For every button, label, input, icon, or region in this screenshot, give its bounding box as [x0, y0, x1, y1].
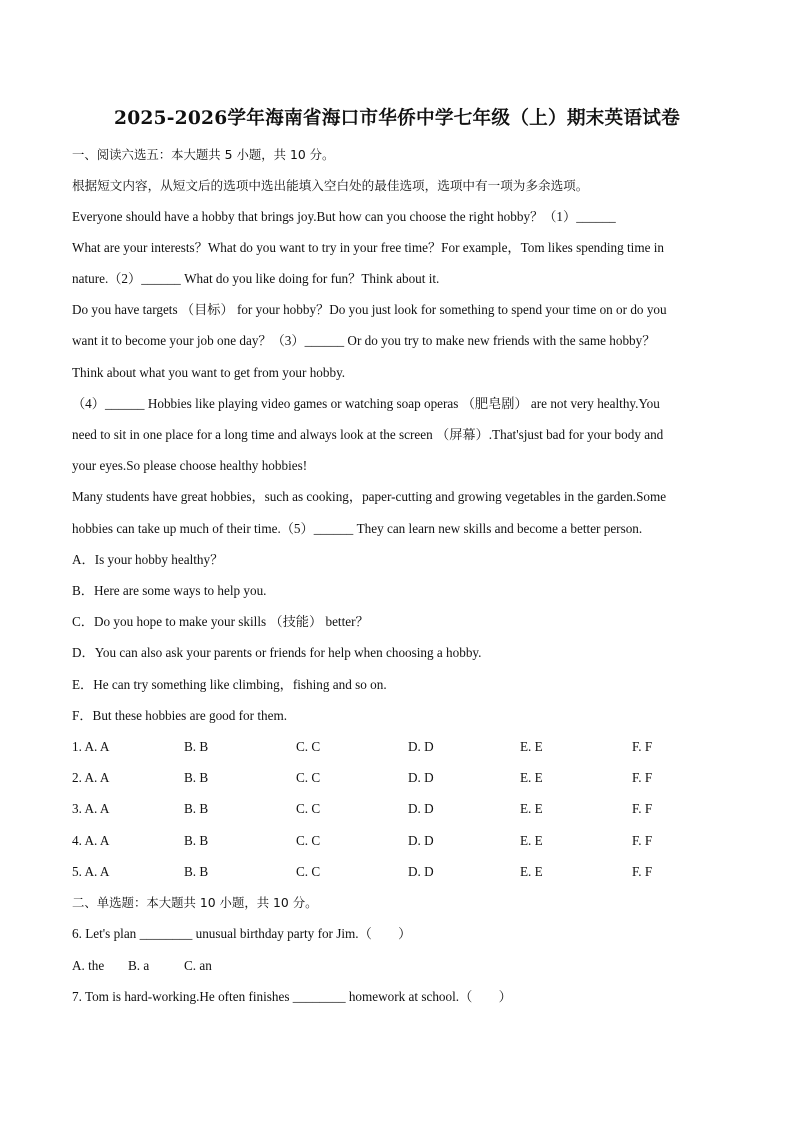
answer-option[interactable]: C. C — [296, 801, 321, 816]
answer-option[interactable]: D. D — [408, 833, 434, 848]
answer-option[interactable]: D. D — [408, 864, 434, 879]
answer-option[interactable]: B. B — [184, 801, 209, 816]
choice-e: E．He can try something like climbing，fishing and so on. — [72, 677, 387, 692]
passage-line: Think about what you want to get from your hobby. — [72, 365, 346, 380]
q6-option-c[interactable]: C. an — [184, 958, 212, 973]
answer-option[interactable]: C. C — [296, 739, 321, 754]
passage-line: need to sit in one place for a long time and always look at the screen （屏幕）.That'sjust bad for your body and — [72, 427, 664, 442]
answer-option[interactable]: E. E — [520, 801, 543, 816]
answer-option[interactable]: B. B — [184, 739, 209, 754]
answer-option[interactable]: B. B — [184, 770, 209, 785]
answer-option[interactable]: C. C — [296, 833, 321, 848]
choice-f: F．But these hobbies are good for them. — [72, 708, 287, 723]
answer-option[interactable]: 4. A. A — [72, 833, 110, 848]
exam-title: 2025-2026学年海南省海口市华侨中学七年级（上）期末英语试卷 — [114, 107, 680, 129]
answer-option[interactable]: 1. A. A — [72, 739, 110, 754]
q6-option-b[interactable]: B. a — [128, 958, 150, 973]
answer-option[interactable]: E. E — [520, 864, 543, 879]
section1-heading: 一、阅读六选五：本大题共 5 小题，共 10 分。 — [72, 147, 335, 162]
answer-option[interactable]: F. F — [632, 864, 653, 879]
answer-option[interactable]: F. F — [632, 801, 653, 816]
question-6-stem: 6. Let's plan ________ unusual birthday party for Jim.（ ） — [72, 926, 412, 941]
passage-line: Do you have targets （目标） for your hobby？Do you just look for something to spend your time on or do you — [72, 302, 667, 317]
passage-line: Many students have great hobbies，such as cooking，paper-cutting and growing vegetables in the garden.Some — [72, 489, 667, 504]
answer-option[interactable]: E. E — [520, 770, 543, 785]
answer-option[interactable]: 5. A. A — [72, 864, 110, 879]
choice-a: A．Is your hobby healthy？ — [72, 552, 224, 567]
answer-option[interactable]: D. D — [408, 739, 434, 754]
answer-option[interactable]: D. D — [408, 801, 434, 816]
answer-option[interactable]: B. B — [184, 833, 209, 848]
passage-line: your eyes.So please choose healthy hobbies! — [72, 458, 308, 473]
answer-option[interactable]: E. E — [520, 833, 543, 848]
answer-option[interactable]: 3. A. A — [72, 801, 110, 816]
choice-c: C．Do you hope to make your skills （技能） better？ — [72, 614, 369, 629]
answer-option[interactable]: F. F — [632, 833, 653, 848]
answer-option[interactable]: C. C — [296, 770, 321, 785]
choice-d: D．You can also ask your parents or friends for help when choosing a hobby. — [72, 645, 482, 660]
answer-option[interactable]: B. B — [184, 864, 209, 879]
answer-option[interactable]: D. D — [408, 770, 434, 785]
section2-heading: 二、单选题：本大题共 10 小题，共 10 分。 — [72, 895, 318, 910]
question-7-stem: 7. Tom is hard-working.He often finishes ________ homework at school.（ ） — [72, 989, 512, 1004]
answer-option[interactable]: 2. A. A — [72, 770, 110, 785]
passage-line: Everyone should have a hobby that brings joy.But how can you choose the right hobby？（1）______ — [72, 209, 616, 224]
answer-option[interactable]: F. F — [632, 739, 653, 754]
passage-line: （4）______ Hobbies like playing video games or watching soap operas （肥皂剧） are not very healthy.You — [72, 396, 660, 411]
passage-line: want it to become your job one day？（3）______ Or do you try to make new friends with the same hobby？ — [72, 333, 656, 348]
passage-line: hobbies can take up much of their time.（5）______ They can learn new skills and become a better person. — [72, 521, 643, 536]
answer-option[interactable]: F. F — [632, 770, 653, 785]
choice-b: B．Here are some ways to help you. — [72, 583, 267, 598]
answer-option[interactable]: C. C — [296, 864, 321, 879]
q6-option-a[interactable]: A. the — [72, 958, 105, 973]
answer-option[interactable]: E. E — [520, 739, 543, 754]
section1-instruction: 根据短文内容，从短文后的选项中选出能填入空白处的最佳选项，选项中有一项为多余选项。 — [72, 178, 589, 193]
passage-line: What are your interests？What do you want to try in your free time？For example，Tom likes spending time in — [72, 240, 665, 255]
passage-line: nature.（2）______ What do you like doing for fun？Think about it. — [72, 271, 440, 286]
